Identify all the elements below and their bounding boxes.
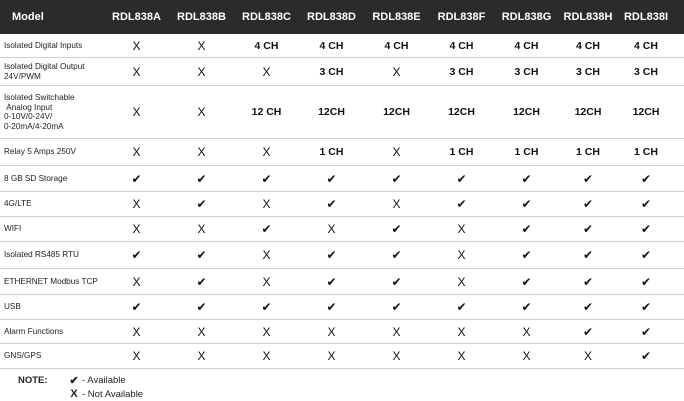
cell-model-a: X bbox=[132, 105, 141, 119]
model-header-e: RDL838E bbox=[372, 11, 421, 23]
cell-model-c: ✔ bbox=[261, 222, 272, 236]
cell-model-c: X bbox=[262, 145, 271, 159]
cell-model-c: X bbox=[262, 197, 271, 211]
feature-label: GNS/GPS bbox=[4, 351, 42, 361]
cell-model-i: 1 CH bbox=[634, 146, 658, 158]
feature-label: WIFI bbox=[4, 224, 22, 234]
cell-model-b: ✔ bbox=[196, 248, 207, 262]
cell-model-i: 12CH bbox=[632, 106, 660, 118]
model-header-f: RDL838F bbox=[437, 11, 486, 23]
cell-model-f: 12CH bbox=[448, 106, 475, 118]
cell-model-h: 4 CH bbox=[576, 39, 600, 52]
cell-model-f: X bbox=[457, 274, 466, 289]
cell-model-a: ✔ bbox=[131, 248, 142, 262]
feature-label: Alarm Functions bbox=[4, 326, 64, 336]
cell-model-a: ✔ bbox=[131, 300, 142, 314]
table-row bbox=[0, 192, 684, 217]
cell-model-e: ✔ bbox=[391, 300, 402, 314]
cell-model-c: ✔ bbox=[261, 300, 272, 314]
cell-model-h: ✔ bbox=[582, 324, 594, 339]
table-body bbox=[0, 34, 684, 369]
cell-model-b: X bbox=[197, 64, 206, 79]
cell-model-b: X bbox=[197, 105, 206, 119]
cell-model-c: ✔ bbox=[261, 171, 272, 186]
table-row bbox=[0, 166, 684, 192]
cell-model-d: ✔ bbox=[326, 274, 337, 289]
table-row bbox=[0, 295, 684, 320]
cell-model-e: ✔ bbox=[391, 248, 402, 262]
cell-model-a: X bbox=[132, 274, 141, 289]
cell-model-e: 4 CH bbox=[384, 39, 409, 52]
cell-model-f: ✔ bbox=[456, 197, 467, 211]
cell-model-i: ✔ bbox=[640, 300, 652, 314]
table-row bbox=[0, 242, 684, 269]
cell-model-i: 4 CH bbox=[634, 39, 658, 52]
cell-model-f: ✔ bbox=[456, 171, 467, 186]
cell-model-b: ✔ bbox=[196, 274, 207, 289]
cell-model-g: ✔ bbox=[521, 274, 532, 289]
table-row bbox=[0, 269, 684, 295]
table-row bbox=[0, 320, 684, 344]
cell-model-h: ✔ bbox=[582, 171, 594, 186]
cell-model-i: ✔ bbox=[640, 222, 652, 236]
cell-model-h: 3 CH bbox=[576, 65, 600, 78]
table-row bbox=[0, 344, 684, 369]
cell-model-d: ✔ bbox=[326, 171, 337, 186]
cell-model-g: ✔ bbox=[521, 300, 532, 314]
cell-model-g: 4 CH bbox=[514, 39, 539, 52]
cell-model-f: X bbox=[457, 222, 466, 236]
model-column-header: Model bbox=[12, 11, 44, 23]
cell-model-g: ✔ bbox=[521, 171, 532, 186]
feature-label: Isolated Switchable Analog Input 0-10V/0-24V/ 0-20mA/4-20mA bbox=[4, 93, 75, 131]
cell-model-i: ✔ bbox=[640, 171, 652, 186]
cell-model-g: 3 CH bbox=[514, 65, 539, 78]
cell-model-d: X bbox=[327, 222, 336, 236]
cell-model-b: X bbox=[197, 222, 206, 236]
cell-model-e: X bbox=[392, 64, 401, 79]
cell-model-e: X bbox=[392, 349, 401, 363]
cell-model-d: X bbox=[327, 349, 336, 363]
cell-model-c: X bbox=[262, 64, 271, 79]
cell-model-h: X bbox=[583, 349, 592, 363]
cell-model-d: 12CH bbox=[318, 106, 345, 118]
model-header-b: RDL838B bbox=[177, 11, 226, 23]
table-header bbox=[0, 0, 684, 34]
cell-model-a: X bbox=[132, 64, 141, 79]
feature-label: 4G/LTE bbox=[4, 199, 32, 209]
note-label: NOTE: bbox=[18, 374, 48, 386]
cell-model-h: ✔ bbox=[582, 197, 594, 211]
cell-model-a: X bbox=[132, 38, 141, 53]
model-header-i: RDL838I bbox=[623, 11, 669, 23]
cell-model-e: ✔ bbox=[391, 171, 402, 186]
feature-label: Relay 5 Amps 250V bbox=[4, 147, 76, 157]
feature-label: ETHERNET Modbus TCP bbox=[4, 276, 98, 286]
cell-model-g: ✔ bbox=[521, 248, 532, 262]
cell-model-f: X bbox=[457, 324, 466, 339]
cell-model-g: X bbox=[522, 324, 531, 339]
cell-model-g: X bbox=[522, 349, 531, 363]
cell-model-i: ✔ bbox=[640, 197, 652, 211]
feature-label: USB bbox=[4, 302, 21, 312]
cell-model-d: ✔ bbox=[326, 300, 337, 314]
cell-model-i: 3 CH bbox=[634, 65, 658, 78]
cell-model-a: X bbox=[132, 197, 141, 211]
cell-model-h: 1 CH bbox=[576, 146, 600, 158]
cell-model-d: 1 CH bbox=[319, 146, 344, 158]
cell-model-f: 1 CH bbox=[449, 146, 474, 158]
feature-label: 8 GB SD Storage bbox=[4, 173, 68, 183]
model-header-h: RDL838H bbox=[563, 11, 613, 23]
cell-model-c: X bbox=[262, 248, 271, 262]
model-header-g: RDL838G bbox=[501, 11, 552, 23]
cell-model-a: X bbox=[132, 145, 141, 159]
cell-model-g: ✔ bbox=[521, 197, 532, 211]
model-header-a: RDL838A bbox=[112, 11, 161, 23]
table-row bbox=[0, 34, 684, 58]
available-label: - Available bbox=[82, 374, 126, 386]
table-row bbox=[0, 58, 684, 86]
feature-label: Isolated Digital Output 24V/PWM bbox=[4, 62, 85, 81]
cell-model-e: ✔ bbox=[391, 274, 402, 289]
cell-model-h: ✔ bbox=[582, 300, 594, 314]
feature-label: Isolated Digital Inputs bbox=[4, 40, 83, 50]
cell-model-c: X bbox=[262, 274, 271, 289]
cell-model-b: X bbox=[197, 324, 206, 339]
cell-model-d: ✔ bbox=[326, 248, 337, 262]
cell-model-f: X bbox=[457, 349, 466, 363]
cell-model-b: X bbox=[197, 38, 206, 53]
cell-model-d: 3 CH bbox=[319, 65, 344, 78]
check-icon: ✔ bbox=[69, 374, 79, 387]
cell-model-b: ✔ bbox=[196, 300, 207, 314]
cell-model-e: X bbox=[392, 197, 401, 211]
cell-model-g: 1 CH bbox=[514, 146, 539, 158]
cell-model-b: X bbox=[197, 145, 206, 159]
table-row bbox=[0, 217, 684, 242]
table-row bbox=[0, 139, 684, 166]
cell-model-b: X bbox=[197, 349, 206, 363]
model-header-c: RDL838C bbox=[242, 11, 291, 23]
cell-model-c: X bbox=[262, 349, 271, 363]
cell-model-g: 12CH bbox=[513, 106, 540, 118]
cell-model-c: 12 CH bbox=[251, 106, 282, 118]
cell-model-h: 12CH bbox=[574, 106, 602, 118]
cell-model-i: ✔ bbox=[640, 248, 652, 262]
cross-icon: X bbox=[70, 388, 78, 400]
cell-model-e: X bbox=[392, 324, 401, 339]
cell-model-c: 4 CH bbox=[254, 39, 279, 52]
feature-label: Isolated RS485 RTU bbox=[4, 250, 79, 260]
cell-model-a: X bbox=[132, 222, 141, 236]
cell-model-d: ✔ bbox=[326, 197, 337, 211]
cell-model-g: ✔ bbox=[521, 222, 532, 236]
legend-note bbox=[18, 373, 143, 401]
cell-model-h: ✔ bbox=[582, 248, 594, 262]
cell-model-i: ✔ bbox=[640, 349, 652, 363]
not-available-label: - Not Available bbox=[82, 388, 144, 400]
cell-model-f: 4 CH bbox=[449, 39, 474, 52]
cell-model-c: X bbox=[262, 324, 271, 339]
cell-model-h: ✔ bbox=[582, 222, 594, 236]
cell-model-i: ✔ bbox=[640, 324, 652, 339]
cell-model-e: 12CH bbox=[383, 106, 410, 118]
cell-model-e: X bbox=[392, 145, 401, 159]
cell-model-a: X bbox=[132, 349, 141, 363]
table-row bbox=[0, 86, 684, 139]
cell-model-a: ✔ bbox=[131, 171, 142, 186]
cell-model-i: ✔ bbox=[640, 274, 652, 289]
cell-model-d: 4 CH bbox=[319, 39, 344, 52]
cell-model-a: X bbox=[132, 324, 141, 339]
cell-model-f: 3 CH bbox=[449, 65, 474, 78]
model-header-d: RDL838D bbox=[307, 11, 356, 23]
cell-model-f: ✔ bbox=[456, 300, 467, 314]
cell-model-b: ✔ bbox=[196, 197, 207, 211]
cell-model-b: ✔ bbox=[196, 171, 207, 186]
cell-model-d: X bbox=[327, 324, 336, 339]
cell-model-e: ✔ bbox=[391, 222, 402, 236]
cell-model-f: X bbox=[457, 248, 466, 262]
cell-model-h: ✔ bbox=[582, 274, 594, 289]
